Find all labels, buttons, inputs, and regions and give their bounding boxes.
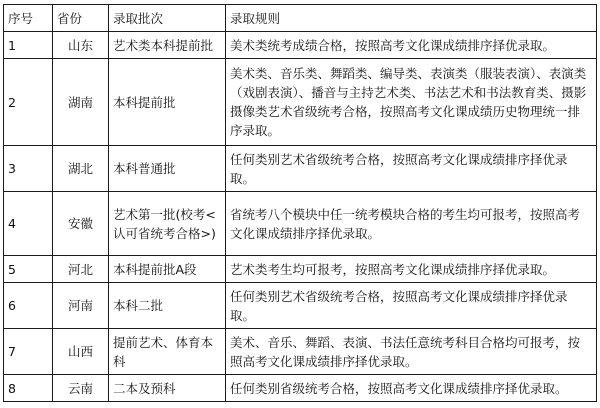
cell-batch: 本科二批	[109, 283, 226, 329]
cell-rule: 任何类别省级统考合格，按照高考文化课成绩排序择优录取。	[226, 375, 597, 402]
cell-batch: 艺术类本科提前批	[109, 32, 226, 59]
table-row	[4, 146, 597, 192]
header-rule: 录取规则	[226, 5, 597, 32]
cell-province: 河北	[53, 256, 109, 283]
cell-batch: 本科提前批	[109, 59, 226, 146]
cell-rule: 艺术类考生均可报考，按照高考文化课成绩排序择优录取。	[226, 256, 597, 283]
cell-rule: 任何类别艺术省级统考合格，按照高考文化课成绩排序择优录取。	[226, 283, 597, 329]
cell-batch: 本科普通批	[109, 146, 226, 192]
cell-province: 云南	[53, 375, 109, 402]
table-row	[4, 192, 597, 256]
table-row	[4, 32, 597, 59]
cell-batch: 二本及预科	[109, 375, 226, 402]
table-row	[4, 375, 597, 402]
cell-rule: 美术类统考成绩合格，按照高考文化课成绩排序择优录取。	[226, 32, 597, 59]
cell-no: 6	[4, 283, 53, 329]
table-row	[4, 256, 597, 283]
cell-batch: 提前艺术、体育本科	[109, 329, 226, 375]
cell-no: 7	[4, 329, 53, 375]
header-province: 省份	[53, 5, 109, 32]
cell-province: 安徽	[53, 192, 109, 256]
admission-rules-table	[3, 4, 597, 402]
cell-province: 湖北	[53, 146, 109, 192]
table-row	[4, 59, 597, 146]
cell-no: 1	[4, 32, 53, 59]
cell-no: 8	[4, 375, 53, 402]
cell-no: 3	[4, 146, 53, 192]
table-row	[4, 283, 597, 329]
cell-no: 4	[4, 192, 53, 256]
header-no: 序号	[4, 5, 53, 32]
cell-province: 湖南	[53, 59, 109, 146]
cell-province: 山西	[53, 329, 109, 375]
cell-batch: 艺术第一批(校考<认可省统考合格>)	[109, 192, 226, 256]
cell-no: 2	[4, 59, 53, 146]
cell-province: 河南	[53, 283, 109, 329]
cell-no: 5	[4, 256, 53, 283]
cell-rule: 任何类别艺术省级统考合格，按照高考文化课成绩排序择优录取。	[226, 146, 597, 192]
table-header-row	[4, 5, 597, 32]
header-batch: 录取批次	[109, 5, 226, 32]
cell-province: 山东	[53, 32, 109, 59]
cell-batch: 本科提前批A段	[109, 256, 226, 283]
table-row	[4, 329, 597, 375]
cell-rule: 美术类、音乐类、舞蹈类、编导类、表演类（服装表演）、表演类（戏剧表演）、播音与主持艺术类、书法艺术和书法教育类、摄影摄像类艺术省级统考合格，按照高考文化课成绩历史物理统一排序录取。	[226, 59, 597, 146]
cell-rule: 美术、音乐、舞蹈、表演、书法任意统考科目合格均可报考，按照高考文化课成绩排序择优录取。	[226, 329, 597, 375]
cell-rule: 省统考八个模块中任一统考模块合格的考生均可报考，按照高考文化课成绩排序择优录取。	[226, 192, 597, 256]
